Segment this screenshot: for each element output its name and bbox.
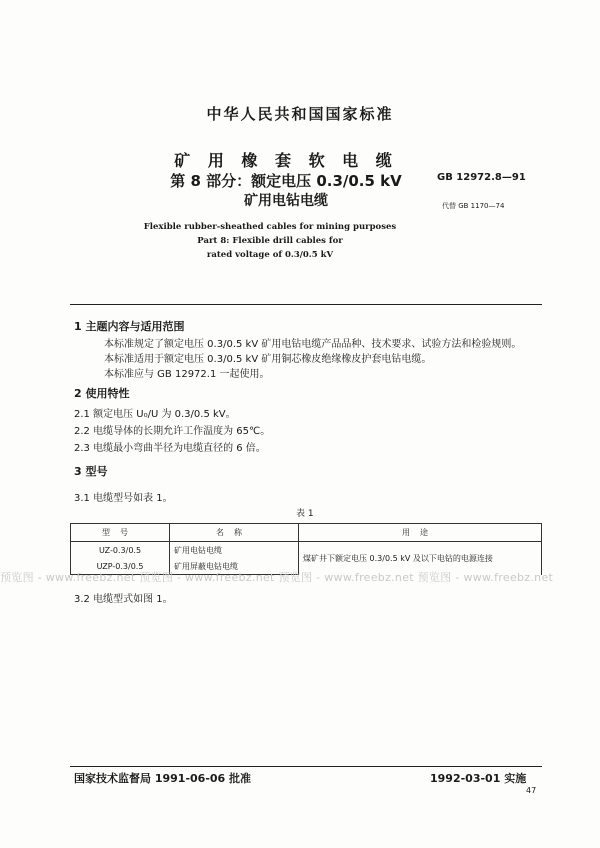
- section-2-heading: 2 使用特性: [74, 387, 130, 400]
- table-cell-usage: 煤矿井下额定电压 0.3/0.5 kV 及以下电钻的电源连接: [299, 542, 542, 575]
- watermark-strip: 预览图 - www.freebz.net 预览图 - www.freebz.net 预览图 - www.freebz.net 预览图 - www.freebz.net: [0, 571, 554, 584]
- table-cell-name: 矿用屏蔽电钻电缆: [170, 558, 299, 575]
- section-1-paragraph-1: 本标准规定了额定电压 0.3/0.5 kV 矿用电钻电缆产品品种、技术要求、试验方法和检验规则。: [104, 339, 522, 350]
- national-standard-label: 中华人民共和国国家标准: [206, 105, 394, 123]
- title-en-line-2: Part 8: Flexible drill cables for: [197, 236, 343, 246]
- standard-number: GB 12972.8—91: [437, 172, 526, 183]
- section-2-item-2: 2.2 电缆导体的长期允许工作温度为 65℃。: [74, 426, 271, 437]
- title-line-2: 第 8 部分：额定电压 0.3/0.5 kV: [170, 172, 402, 190]
- footer-divider: [70, 766, 542, 767]
- table-header-model: 型号: [71, 524, 170, 542]
- table-caption: 表 1: [296, 509, 314, 519]
- page-number: 47: [526, 786, 537, 795]
- section-3-heading: 3 型号: [74, 465, 108, 478]
- replaces-note: 代替 GB 1170—74: [442, 202, 505, 210]
- header-divider: [70, 304, 542, 305]
- section-2-item-3: 2.3 电缆最小弯曲半径为电缆直径的 6 倍。: [74, 443, 266, 454]
- section-1-heading: 1 主题内容与适用范围: [74, 320, 185, 333]
- title-en-line-3: rated voltage of 0.3/0.5 kV: [206, 250, 334, 260]
- table-row: [71, 542, 542, 559]
- table-cell-model: UZ-0.3/0.5: [71, 542, 170, 559]
- section-1-paragraph-2: 本标准适用于额定电压 0.3/0.5 kV 矿用铜芯橡皮绝缘橡皮护套电钻电缆。: [104, 354, 432, 365]
- title-en-line-1: Flexible rubber-sheathed cables for mining purposes: [143, 222, 397, 232]
- approval-date: 国家技术监督局 1991-06-06 批准: [74, 772, 252, 785]
- implementation-date: 1992-03-01 实施: [430, 772, 527, 785]
- model-table: [70, 523, 542, 575]
- section-2-item-1: 2.1 额定电压 U₀/U 为 0.3/0.5 kV。: [74, 409, 236, 420]
- section-1-paragraph-3: 本标准应与 GB 12972.1 一起使用。: [104, 369, 270, 380]
- title-line-3: 矿用电钻电缆: [244, 193, 328, 209]
- table-header-usage: 用途: [299, 524, 542, 542]
- title-line-1: 矿 用 橡 套 软 电 缆: [174, 151, 398, 170]
- section-3-item-1: 3.1 电缆型号如表 1。: [74, 493, 173, 504]
- table-cell-model: UZP-0.3/0.5: [71, 558, 170, 575]
- table-cell-name: 矿用电钻电缆: [170, 542, 299, 559]
- table-header-name: 名称: [170, 524, 299, 542]
- section-3-item-2: 3.2 电缆型式如图 1。: [74, 594, 173, 605]
